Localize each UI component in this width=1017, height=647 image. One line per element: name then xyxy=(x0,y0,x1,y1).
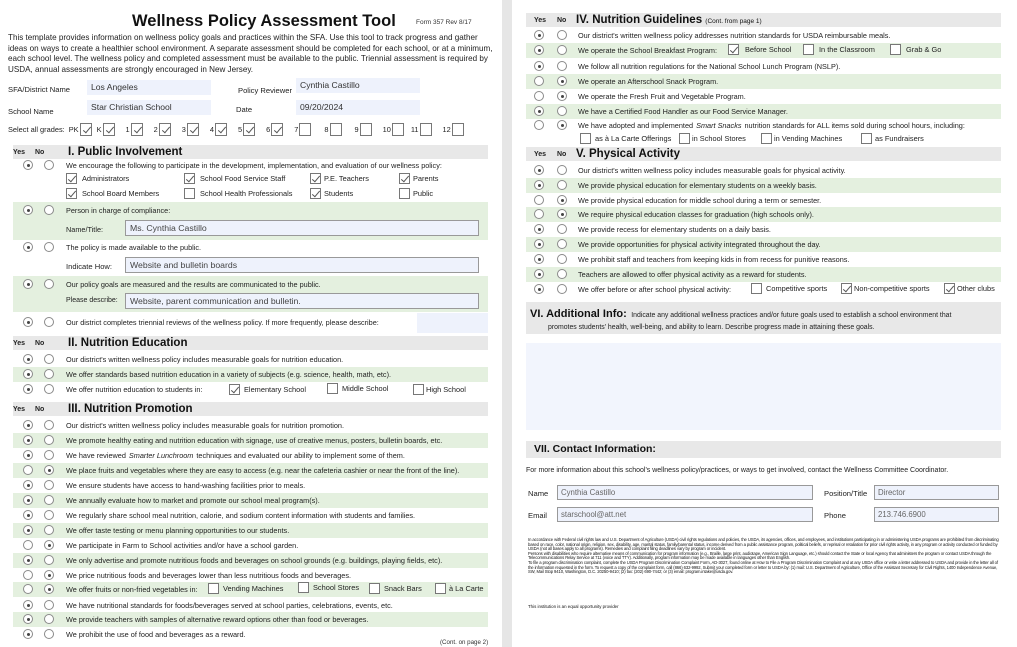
grades-selector xyxy=(8,122,469,136)
checkbox-icon[interactable] xyxy=(131,123,143,136)
smart-snacks-school-stores[interactable]: in School Stores xyxy=(679,133,746,144)
intro-text: This template provides information on wellness policy goals and practices within the SFA. Use this tool to track progress and gather ideas on ways to create a healthier school environment. A separate assessment should be completed for each school, or at a minimum, each school level. The wellness policy and completed assessment must be available to the public. Triennial assessment is required by USDA, annual assessments are strongly encouraged in New Jersey. xyxy=(8,33,493,74)
yes-radio[interactable] xyxy=(534,91,544,101)
yes-radio[interactable] xyxy=(23,354,33,364)
question-row: We have a Certified Food Handler as our Food Service Manager. xyxy=(526,104,1001,119)
question-row: Our policy goals are measured and the results are communicated to the public. Please describe: xyxy=(13,276,488,312)
checkbox-icon[interactable] xyxy=(215,123,227,136)
date-field[interactable]: 09/20/2024 xyxy=(296,100,420,115)
question-row: We prohibit the use of food and beverages as a reward. xyxy=(13,627,488,642)
participant-students[interactable]: Students xyxy=(310,188,353,199)
no-radio[interactable] xyxy=(557,61,567,71)
form-number: Form 357 Rev 8/17 xyxy=(416,19,472,26)
question-row: We follow all nutrition regulations for the National School Lunch Program (NSLP). xyxy=(526,59,1001,74)
yes-radio[interactable] xyxy=(23,510,33,520)
question-row: We offer nutrition education to students in: xyxy=(13,382,488,397)
checkbox-icon[interactable] xyxy=(208,583,219,594)
equal-opportunity-note: This institution is an equal opportunity provider xyxy=(528,604,619,609)
venue-school-stores[interactable]: School Stores xyxy=(298,582,359,593)
date-label: Date xyxy=(236,105,253,114)
yes-radio[interactable] xyxy=(534,269,544,279)
contact-name-label: Name xyxy=(528,489,549,498)
yes-radio[interactable] xyxy=(23,629,33,639)
checkbox-icon[interactable] xyxy=(299,123,311,136)
checkbox-icon[interactable] xyxy=(413,384,424,395)
question-row: Our district's written wellness policy includes measurable goals for nutrition promotion. xyxy=(13,418,488,433)
checkbox-icon[interactable] xyxy=(271,123,283,136)
activity-other-clubs[interactable]: Other clubs xyxy=(944,283,995,294)
section-title: II. Nutrition Education xyxy=(68,337,188,349)
nondiscrimination-statement: In accordance with Federal civil rights law and U.S. Department of Agriculture (USDA) civil rights regulations and policies, the USDA, its agencies, offices, and employees, and institutions participating in or administering USDA programs are prohibited from discriminating based on race, color, national origin, religion, sex, disability, age, marital status, family/parental status, income derived from a public assistance program, political beliefs, or reprisal or retaliation for prior civil rights activity, in any program or activity conducted or funded by USDA (not all bases apply to all programs). Remedies and complaint filing deadlines vary by program or incident. Persons with disabilities who require alternative means of communication for program information (e.g., Braille, large print, audiotape, American Sign Language, etc.) should contact the State or local Agency that administers the program or contact USDA through the Telecommunications Relay Service at 711 (voice and TTY). Additionally, program information may be made available in languages other than English. To file a program discrimination complaint, complete the USDA Program Discrimination Complaint Form, AD-3027, found online at How to File a Program Discrimination Complaint and at any USDA office or write a letter addressed to USDA and provide in the letter all of the information requested in the form. To request a copy of the complaint form, call (866) 632-9992. Submit your completed form or letter to USDA by: (1) mail: U.S. Department of Agriculture, Office of the Assistant Secretary for Civil Rights, 1400 Independence Avenue, SW, Mail Stop 9410, Washington, D.C. 20250-9410; (2) fax: (202) 690-7442; or (3) email: program.intake@usda.gov. xyxy=(528,537,999,575)
checkbox-icon[interactable] xyxy=(399,173,410,184)
yes-radio[interactable] xyxy=(534,180,544,190)
continued-note: (Cont. on page 2) xyxy=(440,639,489,646)
no-radio[interactable] xyxy=(44,205,54,215)
checkbox-icon[interactable] xyxy=(728,44,739,55)
checkbox-icon[interactable] xyxy=(841,283,852,294)
smart-snacks-fundraisers[interactable]: as Fundraisers xyxy=(861,133,924,144)
yes-radio[interactable] xyxy=(534,239,544,249)
question-row: We have reviewed Smarter Lunchroom techniques and evaluated our ability to implement some of them. xyxy=(13,448,488,463)
grade-11[interactable]: 11 xyxy=(411,123,432,136)
activity-non-competitive[interactable]: Non-competitive sports xyxy=(841,283,930,294)
participant-pe-teachers[interactable]: P.E. Teachers xyxy=(310,173,369,184)
question-row: Our district's written wellness policy includes measurable goals for physical activity. xyxy=(526,163,1001,178)
checkbox-icon[interactable] xyxy=(944,283,955,294)
question-row: The policy is made available to the public. xyxy=(13,240,488,255)
yes-radio[interactable] xyxy=(23,205,33,215)
no-radio[interactable] xyxy=(44,354,54,364)
no-radio[interactable] xyxy=(44,369,54,379)
yes-radio[interactable] xyxy=(23,570,33,580)
question-row: Our district's written wellness policy includes measurable goals for nutrition education. xyxy=(13,352,488,367)
section-physical-activity-header: Yes No V. Physical Activity xyxy=(526,147,1001,161)
no-radio[interactable] xyxy=(557,224,567,234)
question-row: We offer standards based nutrition education in a variety of subjects (e.g. science, health, math, etc). xyxy=(13,367,488,382)
grade-k[interactable]: K xyxy=(97,123,115,136)
section-additional-info-header: VI. Additional Info: Indicate any additional wellness practices and/or future goals used to establish a school environment that promotes students' health, well-being, and ability to learn. Describe progress made in attaining these goals. xyxy=(526,302,1001,334)
yes-radio[interactable] xyxy=(23,614,33,624)
checkbox-icon[interactable] xyxy=(66,173,77,184)
contact-name-field[interactable]: Cynthia Castillo xyxy=(557,485,813,500)
question-row: We promote healthy eating and nutrition education with signage, use of creative menus, posters, bulletin boards, etc. xyxy=(13,433,488,448)
checkbox-icon[interactable] xyxy=(187,123,199,136)
checkbox-icon[interactable] xyxy=(761,133,772,144)
yes-radio[interactable] xyxy=(23,279,33,289)
section-nutrition-promotion-header: Yes No III. Nutrition Promotion xyxy=(13,402,488,416)
grade-4[interactable]: 4 xyxy=(210,123,227,136)
venue-vending[interactable]: Vending Machines xyxy=(208,583,283,594)
question-row: We provide recess for elementary students on a daily basis. xyxy=(526,222,1001,237)
grade-1[interactable]: 1 xyxy=(126,123,143,136)
question-row: We only advertise and promote nutritious foods and beverages on school grounds (e.g. buildings, playing fields, etc). xyxy=(13,553,488,568)
yes-radio[interactable] xyxy=(23,465,33,475)
no-radio[interactable] xyxy=(557,45,567,55)
position-label: Position/Title xyxy=(824,489,868,498)
question-row: We operate the Fresh Fruit and Vegetable Program. xyxy=(526,89,1001,104)
yes-radio[interactable] xyxy=(23,525,33,535)
question-row: We place fruits and vegetables where they are easy to access (e.g. near the cafeteria cashier or near the front of the line). xyxy=(13,463,488,478)
checkbox-icon[interactable] xyxy=(679,133,690,144)
level-high[interactable]: High School xyxy=(413,384,466,395)
venue-a-la-carte[interactable]: à La Carte xyxy=(435,583,484,594)
question-row: We have adopted and implemented Smart Snacks nutrition standards for ALL items sold during school hours, including: xyxy=(526,118,1001,133)
yes-radio[interactable] xyxy=(534,61,544,71)
checkbox-icon[interactable] xyxy=(803,44,814,55)
phone-field[interactable]: 213.746.6900 xyxy=(874,507,999,522)
checkbox-icon[interactable] xyxy=(392,123,404,136)
yes-radio[interactable] xyxy=(23,242,33,252)
no-radio[interactable] xyxy=(44,614,54,624)
no-radio[interactable] xyxy=(557,209,567,219)
no-radio[interactable] xyxy=(44,480,54,490)
checkbox-icon[interactable] xyxy=(360,123,372,136)
no-radio[interactable] xyxy=(557,195,567,205)
checkbox-icon[interactable] xyxy=(330,123,342,136)
no-radio[interactable] xyxy=(557,120,567,130)
checkbox-icon[interactable] xyxy=(420,123,432,136)
no-radio[interactable] xyxy=(557,284,567,294)
question-row: We offer taste testing or menu planning opportunities to our students. xyxy=(13,523,488,538)
no-radio[interactable] xyxy=(557,254,567,264)
no-radio[interactable] xyxy=(44,540,54,550)
question-row: We participate in Farm to School activities and/or have a school garden. xyxy=(13,538,488,553)
grade-2[interactable]: 2 xyxy=(154,123,171,136)
checkbox-icon[interactable] xyxy=(184,173,195,184)
contact-email-label: Email xyxy=(528,511,547,520)
participant-health[interactable]: School Health Professionals xyxy=(184,188,292,199)
question-row: We operate the School Breakfast Program: xyxy=(526,43,1001,58)
smart-snacks-vending[interactable]: in Vending Machines xyxy=(761,133,842,144)
section-contact-header: VII. Contact Information: xyxy=(526,441,1001,458)
school-label: School Name xyxy=(8,107,54,116)
no-radio[interactable] xyxy=(44,420,54,430)
yes-radio[interactable] xyxy=(23,480,33,490)
checkbox-icon[interactable] xyxy=(452,123,464,136)
section-public-involvement-header: Yes No I. Public Involvement xyxy=(13,145,488,159)
checkbox-icon[interactable] xyxy=(310,188,321,199)
checkbox-icon[interactable] xyxy=(66,188,77,199)
grade-6[interactable]: 6 xyxy=(266,123,283,136)
section-nutrition-guidelines-header: Yes No IV. Nutrition Guidelines (Cont. from page 1) xyxy=(526,13,1001,27)
question-row: We provide physical education for elementary students on a weekly basis. xyxy=(526,178,1001,193)
contact-intro: For more information about this school's wellness policy/practices, or ways to get involved, contact the Wellness Committee Coordinator. xyxy=(526,467,949,474)
section-title: I. Public Involvement xyxy=(68,146,183,158)
question-row: We have nutritional standards for foods/beverages served at school parties, celebrations, events, etc. xyxy=(13,598,488,613)
checkbox-icon[interactable] xyxy=(184,188,195,199)
section-title: III. Nutrition Promotion xyxy=(68,403,193,415)
level-elementary[interactable]: Elementary School xyxy=(229,384,306,395)
yes-radio[interactable] xyxy=(23,584,33,594)
no-radio[interactable] xyxy=(557,106,567,116)
question-row: We encourage the following to participate in the development, implementation, and evaluation of our wellness policy: xyxy=(13,158,488,173)
grade-12[interactable]: 12 xyxy=(443,123,464,136)
no-radio[interactable] xyxy=(44,435,54,445)
checkbox-icon[interactable] xyxy=(229,384,240,395)
page-1: Wellness Policy Assessment Tool Form 357 Rev 8/17 This template provides information on wellness policy goals and practices within the SFA. Use this tool to track progress and gather ideas on ways to create a healthier school environment. A separate assessment should be completed for each school, or at a minimum, each school level. The wellness policy and completed assessment must be available to the public. Triennial assessment is required by USDA, annual assessments are strongly encouraged in New Jersey. SFA/District Name Los Angeles Policy Reviewer Cynthia Castillo School Name Star Christian School Date 09/20/2024 Select all grades: PK K 1 2 3 4 5 6 7 8 9 10 11 12 Yes No I. Public Involvement We encourage the following to participate in the development, implementation, and evaluation of our wellness policy: Administrators School Food Service Staff P.E. Teachers Parents School Board Members School Health Professionals Students Public Person in charge of compliance: Name/Title: Ms. Cynthia Castillo The policy is made available to the public. Indicate How: Website and bulletin boards Our policy goals are measured and the results are communicated to the public. Please describe: Website, parent communication and bulletin. Our district completes triennial reviews of the wellness policy. If more frequently, please describe: Yes No II. Nutrition Education Our district's written wellness policy includes measurable goals for nutrition education. We offer standards based nutrition education in a variety of subjects (e.g. science, health, math, etc). We offer nutrition education to students in: Elementary School Middle School High School Yes No III. Nutrition Promotion Our district's written wellness policy includes measurable goals for nutrition promotion. We promote healthy eating and nutrition education with signage, use of creative menus, posters, bulletin boards, etc. We have reviewed Smarter Lunchroom techniques and evaluated our ability to implement some of them. We place fruits and vegetables where they are easy to access (e.g. near the cafeteria cashier or near the front of the line). We ensure students have access to hand-washing facilities prior to meals. We annually evaluate how to market and promote our school meal program(s). We regularly share school meal nutrition, calorie, and sodium content information with students and families. We offer taste testing or menu planning opportunities to our students. We participate in Farm to School activities and/or have a school garden. We only advertise and promote nutritious foods and beverages on school grounds (e.g. buildings, playing fields, etc). We price nutritious foods and beverages lower than less nutritious foods and beverages. We offer fruits or non-fried vegetables in: Vending Machines School Stores Snack Bars à La Carte We have nutritional standards for foods/beverages served at school parties, celebrations, events, etc. We provide teachers with samples of alternative reward options other than food or beverages. We prohibit the use of food and beverages as a reward. (Cont. on page 2) xyxy=(0,0,502,647)
yes-radio[interactable] xyxy=(534,224,544,234)
no-radio[interactable] xyxy=(44,600,54,610)
yes-radio[interactable] xyxy=(23,317,33,327)
no-radio[interactable] xyxy=(557,30,567,40)
venue-snack-bars[interactable]: Snack Bars xyxy=(369,583,422,594)
phone-label: Phone xyxy=(824,511,846,520)
checkbox-icon[interactable] xyxy=(890,44,901,55)
participant-administrators[interactable]: Administrators xyxy=(66,173,129,184)
no-radio[interactable] xyxy=(44,465,54,475)
please-describe-field[interactable]: Website, parent communication and bulletin. xyxy=(125,293,479,309)
question-row: Our district completes triennial reviews of the wellness policy. If more frequently, please describe: xyxy=(13,315,488,330)
no-radio[interactable] xyxy=(44,242,54,252)
question-row: We regularly share school meal nutrition, calorie, and sodium content information with students and families. xyxy=(13,508,488,523)
question-row: We provide teachers with samples of alternative reward options other than food or beverages. xyxy=(13,612,488,627)
section-title: V. Physical Activity xyxy=(576,148,680,160)
yes-radio[interactable] xyxy=(534,284,544,294)
indicate-how-field[interactable]: Website and bulletin boards xyxy=(125,257,479,273)
position-field[interactable]: Director xyxy=(874,485,999,500)
no-radio[interactable] xyxy=(557,91,567,101)
question-row: We provide physical education for middle school during a term or semester. xyxy=(526,193,1001,208)
yes-radio[interactable] xyxy=(534,209,544,219)
section-title: VI. Additional Info: xyxy=(530,308,627,320)
yes-radio[interactable] xyxy=(23,369,33,379)
no-radio[interactable] xyxy=(44,525,54,535)
section-title: IV. Nutrition Guidelines xyxy=(576,14,703,26)
no-radio[interactable] xyxy=(44,629,54,639)
compliance-name-field[interactable]: Ms. Cynthia Castillo xyxy=(125,220,479,236)
participant-parents[interactable]: Parents xyxy=(399,173,438,184)
yes-radio[interactable] xyxy=(23,435,33,445)
no-radio[interactable] xyxy=(44,555,54,565)
yes-radio[interactable] xyxy=(23,384,33,394)
no-radio[interactable] xyxy=(44,584,54,594)
question-row: We offer before or after school physical activity: xyxy=(526,282,1001,297)
grade-7[interactable]: 7 xyxy=(294,123,311,136)
question-row: We prohibit staff and teachers from keeping kids in from recess for punitive reasons. xyxy=(526,252,1001,267)
grade-9[interactable]: 9 xyxy=(355,123,372,136)
question-row: We offer fruits or non-fried vegetables in: xyxy=(13,582,488,597)
yes-radio[interactable] xyxy=(534,76,544,86)
question-row: We annually evaluate how to market and promote our school meal program(s). xyxy=(13,493,488,508)
yes-radio[interactable] xyxy=(23,160,33,170)
level-middle[interactable]: Middle School xyxy=(327,383,388,394)
question-row: Our district's written wellness policy addresses nutrition standards for USDA reimbursable meals. xyxy=(526,28,1001,43)
no-radio[interactable] xyxy=(44,160,54,170)
yes-radio[interactable] xyxy=(23,495,33,505)
no-radio[interactable] xyxy=(44,384,54,394)
no-radio[interactable] xyxy=(44,450,54,460)
page-title: Wellness Policy Assessment Tool xyxy=(132,12,396,30)
no-radio[interactable] xyxy=(44,279,54,289)
yes-radio[interactable] xyxy=(23,600,33,610)
checkbox-icon[interactable] xyxy=(580,133,591,144)
breakfast-before-school[interactable]: Before School xyxy=(728,44,791,55)
no-radio[interactable] xyxy=(557,239,567,249)
yes-radio[interactable] xyxy=(534,106,544,116)
question-row: Teachers are allowed to offer physical activity as a reward for students. xyxy=(526,267,1001,282)
reviewer-field[interactable]: Cynthia Castillo xyxy=(296,78,420,93)
yes-radio[interactable] xyxy=(534,120,544,130)
no-radio[interactable] xyxy=(557,180,567,190)
question-row: We price nutritious foods and beverages lower than less nutritious foods and beverages. xyxy=(13,568,488,583)
question-row: We provide opportunities for physical activity integrated throughout the day. xyxy=(526,237,1001,252)
checkbox-icon[interactable] xyxy=(298,582,309,593)
yes-radio[interactable] xyxy=(23,420,33,430)
grade-pk[interactable]: PK xyxy=(69,123,92,136)
checkbox-icon[interactable] xyxy=(435,583,446,594)
grade-5[interactable]: 5 xyxy=(238,123,255,136)
page-2 xyxy=(512,0,1017,647)
checkbox-icon[interactable] xyxy=(861,133,872,144)
checkbox-icon[interactable] xyxy=(243,123,255,136)
grade-8[interactable]: 8 xyxy=(324,123,341,136)
section-nutrition-education-header: Yes No II. Nutrition Education xyxy=(13,336,488,350)
reviewer-label: Policy Reviewer xyxy=(238,86,293,95)
grades-label: Select all grades: xyxy=(8,124,65,134)
participant-food-staff[interactable]: School Food Service Staff xyxy=(184,173,285,184)
additional-info-textarea[interactable] xyxy=(526,343,1001,430)
contact-email-field[interactable]: starschool@att.net xyxy=(557,507,813,522)
question-row: We operate an Afterschool Snack Program. xyxy=(526,74,1001,89)
checkbox-icon[interactable] xyxy=(103,123,115,136)
question-row: We require physical education classes for graduation (high schools only). xyxy=(526,207,1001,222)
activity-competitive[interactable]: Competitive sports xyxy=(751,283,827,294)
checkbox-icon[interactable] xyxy=(399,188,410,199)
yes-radio[interactable] xyxy=(23,540,33,550)
no-radio[interactable] xyxy=(557,76,567,86)
no-radio[interactable] xyxy=(44,570,54,580)
no-radio[interactable] xyxy=(44,495,54,505)
no-radio[interactable] xyxy=(44,317,54,327)
yes-radio[interactable] xyxy=(534,45,544,55)
yes-radio[interactable] xyxy=(534,195,544,205)
no-radio[interactable] xyxy=(44,510,54,520)
checkbox-icon[interactable] xyxy=(369,583,380,594)
grade-3[interactable]: 3 xyxy=(182,123,199,136)
yes-radio[interactable] xyxy=(534,254,544,264)
yes-radio[interactable] xyxy=(23,555,33,565)
participant-public[interactable]: Public xyxy=(399,188,433,199)
triennial-describe-field[interactable] xyxy=(417,313,488,333)
page-divider xyxy=(502,0,512,647)
checkbox-icon[interactable] xyxy=(327,383,338,394)
no-radio[interactable] xyxy=(557,165,567,175)
breakfast-grab-go[interactable]: Grab & Go xyxy=(890,44,941,55)
participant-board[interactable]: School Board Members xyxy=(66,188,159,199)
checkbox-icon[interactable] xyxy=(751,283,762,294)
breakfast-classroom[interactable]: In the Classroom xyxy=(803,44,875,55)
sfa-label: SFA/District Name xyxy=(8,85,71,94)
sfa-field[interactable]: Los Angeles xyxy=(87,80,211,95)
grade-10[interactable]: 10 xyxy=(383,123,404,136)
checkbox-icon[interactable] xyxy=(159,123,171,136)
yes-radio[interactable] xyxy=(534,30,544,40)
school-field[interactable]: Star Christian School xyxy=(87,100,211,115)
no-radio[interactable] xyxy=(557,269,567,279)
checkbox-icon[interactable] xyxy=(80,123,92,136)
checkbox-icon[interactable] xyxy=(310,173,321,184)
smart-snacks-a-la-carte[interactable]: as à La Carte Offerings xyxy=(580,133,671,144)
question-row: We ensure students have access to hand-washing facilities prior to meals. xyxy=(13,478,488,493)
yes-radio[interactable] xyxy=(23,450,33,460)
yes-radio[interactable] xyxy=(534,165,544,175)
question-row: Person in charge of compliance: Name/Title: xyxy=(13,202,488,240)
